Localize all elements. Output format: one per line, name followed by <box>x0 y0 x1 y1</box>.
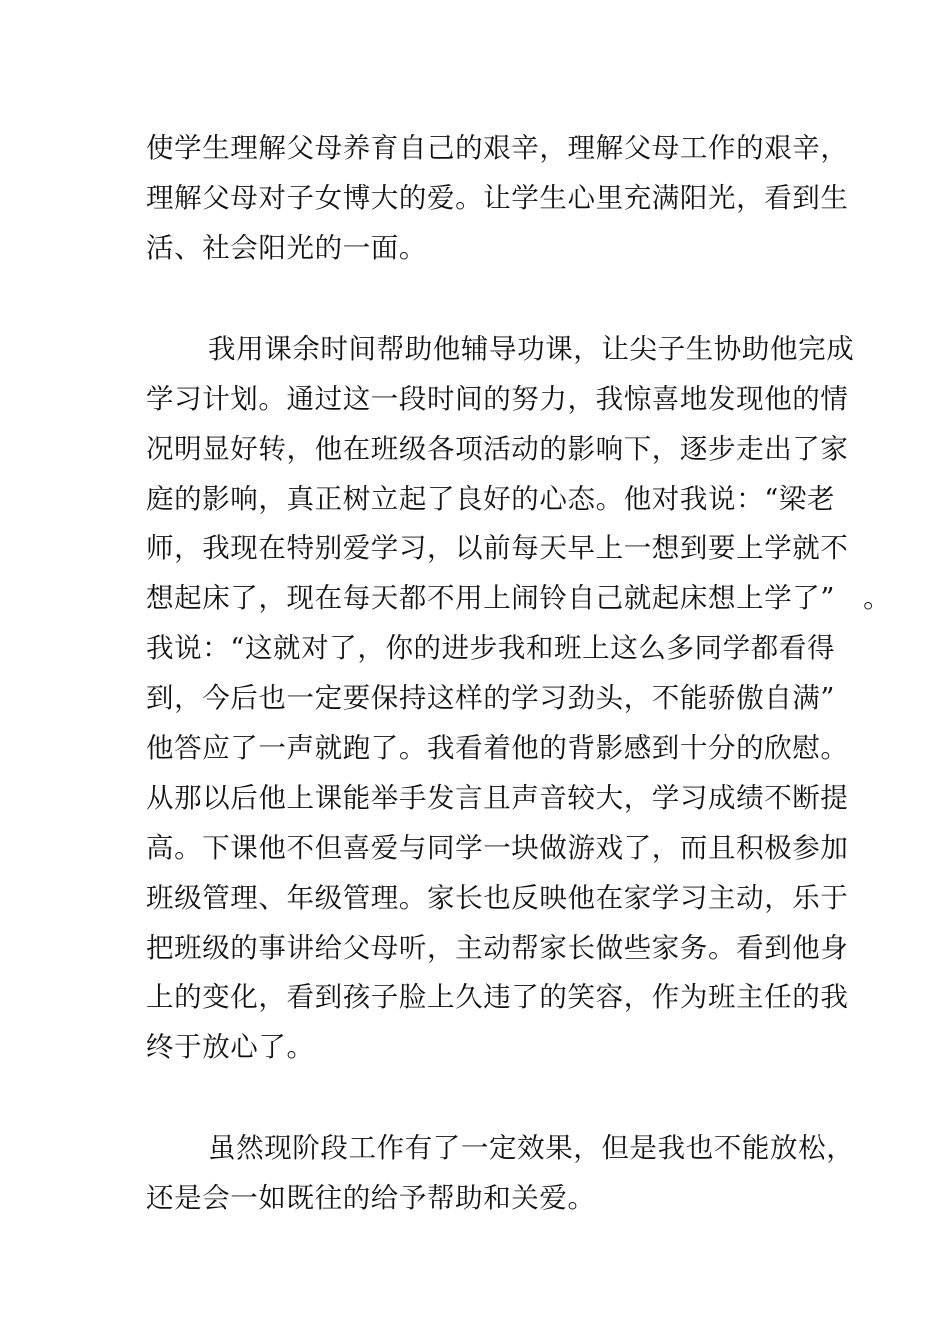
text-line: 他答应了一声就跑了。我看着他的背影感到十分的欣慰。 <box>146 732 849 764</box>
text-line: 我用课余时间帮助他辅导功课，让尖子生协助他完成 <box>208 333 855 365</box>
text-line: 从那以后他上课能举手发言且声音较大，学习成绩不断提 <box>146 782 849 814</box>
text-line: 上的变化，看到孩子脸上久违了的笑容，作为班主任的我 <box>146 981 849 1013</box>
text-line: 使学生理解父母养育自己的艰辛，理解父母工作的艰辛， <box>146 132 849 164</box>
text-line: 庭的影响，真正树立起了良好的心态。他对我说：“梁老 <box>146 483 836 515</box>
text-line: 理解父母对子女博大的爱。让学生心里充满阳光，看到生 <box>146 182 849 214</box>
text-line: 班级管理、年级管理。家长也反映他在家学习主动，乐于 <box>146 882 849 914</box>
text-line: 师，我现在特别爱学习，以前每天早上一想到要上学就不 <box>146 532 849 564</box>
text-line: 终于放心了。 <box>146 1031 315 1063</box>
text-line: 高。下课他不但喜爱与同学一块做游戏了，而且积极参加 <box>146 832 849 864</box>
text-line: 学习计划。通过这一段时间的努力，我惊喜地发现他的情 <box>146 383 849 415</box>
text-line: 虽然现阶段工作有了一定效果，但是我也不能放松， <box>208 1132 855 1164</box>
text-line: 况明显好转，他在班级各项活动的影响下，逐步走出了家 <box>146 433 849 465</box>
text-line: 把班级的事讲给父母听，主动帮家长做些家务。看到他身 <box>146 932 849 964</box>
text-line: 到，今后也一定要保持这样的学习劲头，不能骄傲自满” <box>146 682 836 714</box>
text-line: 我说：“这就对了，你的进步我和班上这么多同学都看得 <box>146 632 836 664</box>
text-line: 活、社会阳光的一面。 <box>146 232 427 264</box>
text-line: 还是会一如既往的给予帮助和关爱。 <box>146 1182 596 1214</box>
text-line: 想起床了，现在每天都不用上闹铃自己就起床想上学了” 。 <box>146 582 892 614</box>
